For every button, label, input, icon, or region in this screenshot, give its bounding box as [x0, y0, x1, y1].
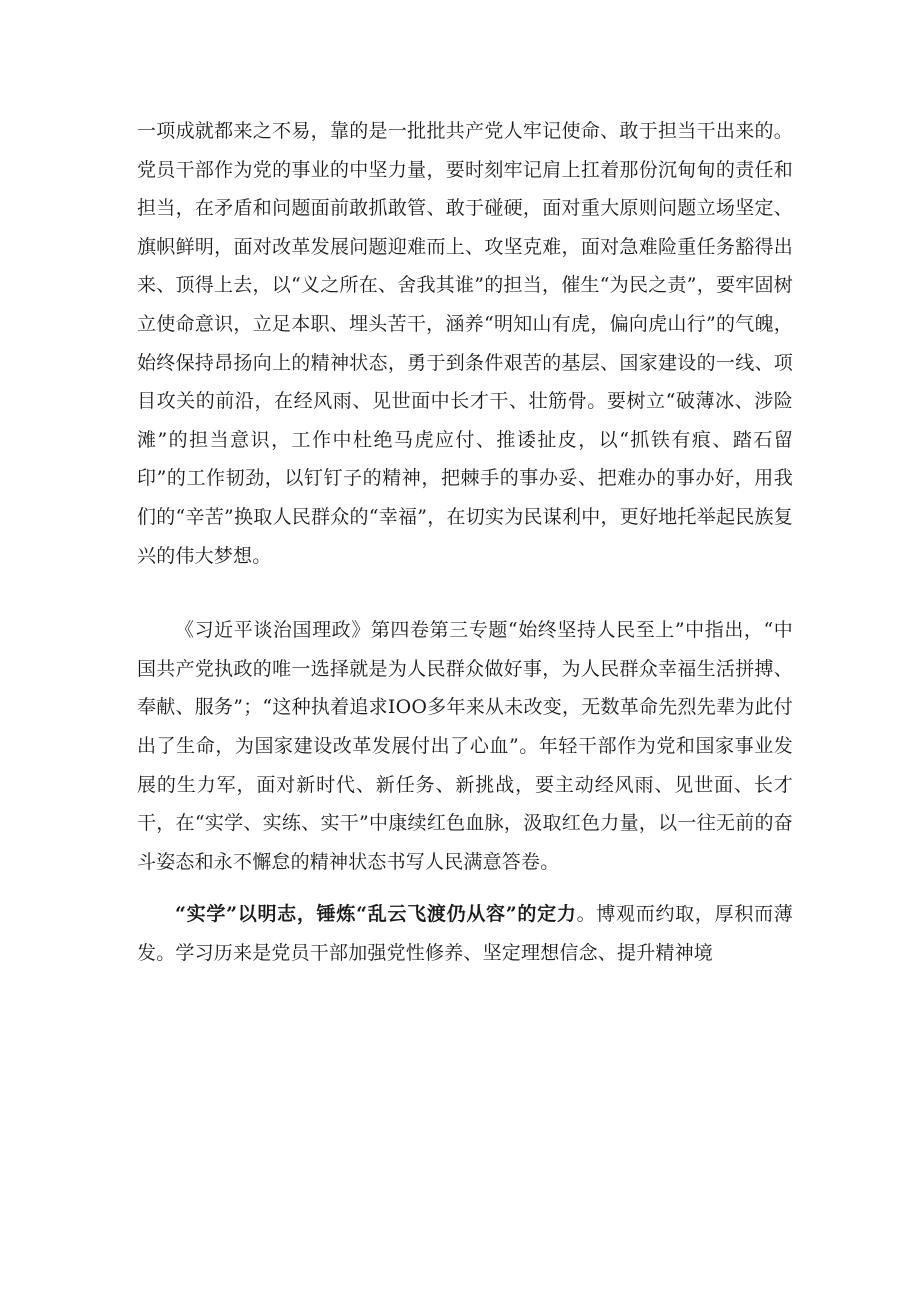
paragraph-continuation: 一项成就都来之不易，靠的是一批批共产党人牢记使命、敢于担当干出来的。党员干部作为党的事业的中坚力量，要时刻牢记肩上扛着那份沉甸甸的责任和担当，在矛盾和问题面前敢抓敢管、敢于碰硬，面对重大原则问题立场坚定、旗帜鲜明，面对改革发展问题迎难而上、攻坚克难，面对急难险重任务豁得出来、顶得上去，以“义之所在、舍我其谁”的担当，催生“为民之责”，要牢固树立使命意识，立足本职、埋头苦干，涵养“明知山有虎，偏向虎山行”的气魄，始终保持昂扬向上的精神状态，勇于到条件艰苦的基层、国家建设的一线、项目攻关的前沿，在经风雨、见世面中长才干、壮筋骨。要树立“破薄冰、涉险滩”的担当意识，工作中杜绝马虎应付、推诿扯皮，以“抓铁有痕、踏石留印”的工作韧劲，以钉钉子的精神，把棘手的事办妥、把难办的事办好，用我们的“辛苦”换取人民群众的“幸福”，在切实为民谋利中，更好地托举起民族复兴的伟大梦想。: [137, 120, 793, 567]
section-heading: “实学”以明志，锤炼“乱云飞渡仍从容”的定力: [175, 903, 577, 926]
paragraph-section: [137, 895, 793, 972]
paragraph-quote: 《习近平谈治国理政》第四卷第三专题“始终坚持人民至上”中指出，“中国共产党执政的唯一选择就是为人民群众做好事，为人民群众幸福生活拼搏、奉献、服务”；“这种执着追求IOO多年来从未改变，无数革命先烈先辈为此付出了生命，为国家建设改革发展付出了心血”。年轻干部作为党和国家事业发展的生力军，面对新时代、新任务、新挑战，要主动经风雨、见世面、长才干，在“实学、实练、实干”中康续红色血脉，汲取红色力量，以一往无前的奋斗姿态和永不懈怠的精神状态书写人民满意答卷。: [137, 619, 793, 873]
document-body: [137, 112, 793, 972]
paragraph-spacer: [137, 881, 793, 895]
paragraph-spacer: [137, 575, 793, 611]
section-body: 。博观而约取，厚积而薄发。学习历来是党员干部加强党性修养、坚定理想信念、提升精神境: [137, 903, 793, 964]
